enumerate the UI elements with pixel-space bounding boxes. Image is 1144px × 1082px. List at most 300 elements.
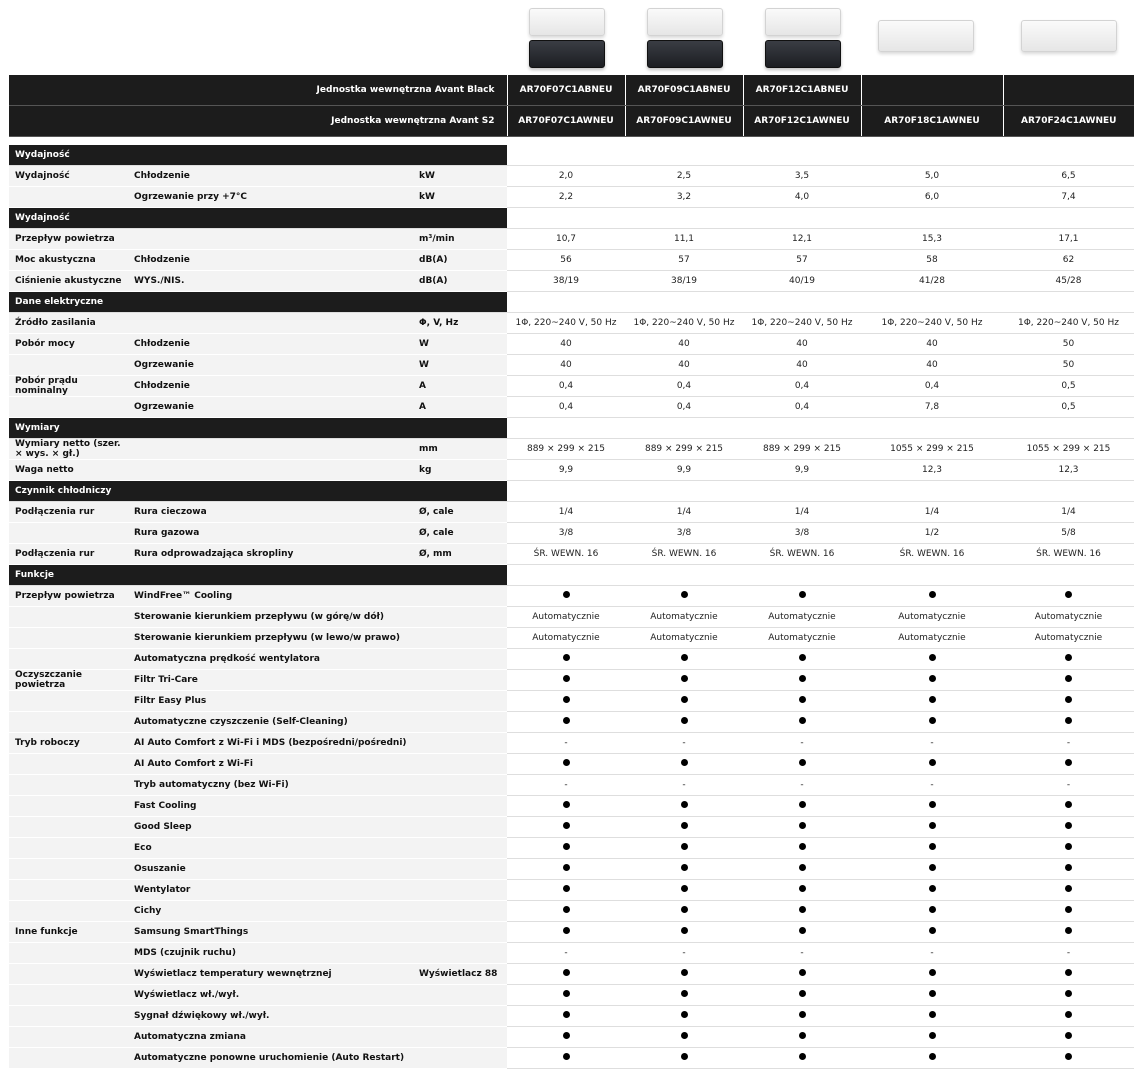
row-feature-label: AI Auto Comfort z Wi-Fi i MDS (bezpośredni/pośredni) (130, 733, 415, 754)
feature-available-dot-icon (929, 843, 936, 850)
value-cell: 38/19 (625, 271, 743, 292)
value-cell (1003, 922, 1134, 943)
row-feature-label: Fast Cooling (130, 796, 415, 817)
value-cell (861, 754, 1003, 775)
table-row (9, 334, 1134, 355)
row-feature-label: Sygnał dźwiękowy wł./wył. (130, 1006, 415, 1027)
value-cell: ŚR. WEWN. 16 (1003, 544, 1134, 565)
value-cell: - (625, 733, 743, 754)
value-cell: 889 × 299 × 215 (743, 439, 861, 460)
value-cell (861, 1048, 1003, 1069)
value-cell (743, 691, 861, 712)
value-cell (507, 796, 625, 817)
value-cell (625, 796, 743, 817)
value-cell: 1Φ, 220~240 V, 50 Hz (1003, 313, 1134, 334)
feature-available-dot-icon (1065, 696, 1072, 703)
spec-table (9, 75, 1134, 1069)
feature-available-dot-icon (1065, 843, 1072, 850)
row-feature-label: Rura odprowadzająca skropliny (130, 544, 415, 565)
section-header-row (9, 565, 1134, 586)
row-group-label: Pobór mocy (9, 334, 130, 355)
value-cell (861, 1027, 1003, 1048)
value-cell (743, 670, 861, 691)
section-blank (507, 565, 1134, 586)
value-cell: 3/8 (507, 523, 625, 544)
product-image-4 (878, 20, 974, 52)
feature-available-dot-icon (1065, 1032, 1072, 1039)
row-unit-label (415, 922, 507, 943)
value-cell (861, 859, 1003, 880)
row-unit-label (415, 733, 507, 754)
value-cell: Automatycznie (507, 607, 625, 628)
value-cell: 62 (1003, 250, 1134, 271)
row-feature-label: Sterowanie kierunkiem przepływu (w lewo/w prawo) (130, 628, 415, 649)
row-group-label (9, 397, 130, 418)
feature-available-dot-icon (799, 801, 806, 808)
row-unit-label (415, 712, 507, 733)
white-indoor-unit (529, 8, 605, 36)
table-row (9, 376, 1134, 397)
value-cell (743, 754, 861, 775)
row-unit-label (415, 838, 507, 859)
value-cell (625, 670, 743, 691)
row-group-label (9, 964, 130, 985)
row-feature-label: WYS./NIS. (130, 271, 415, 292)
row-unit-label (415, 628, 507, 649)
feature-available-dot-icon (799, 1053, 806, 1060)
value-cell: 40 (743, 334, 861, 355)
row-unit-label: Wyświetlacz 88 (415, 964, 507, 985)
table-row (9, 187, 1134, 208)
row-group-label: Przepływ powietrza (9, 586, 130, 607)
value-cell: 889 × 299 × 215 (625, 439, 743, 460)
feature-available-dot-icon (563, 591, 570, 598)
value-cell (1003, 1048, 1134, 1069)
value-cell (625, 880, 743, 901)
product-images-row (0, 0, 1144, 74)
row-feature-label (130, 460, 415, 481)
feature-available-dot-icon (799, 885, 806, 892)
table-row (9, 397, 1134, 418)
value-cell: Automatycznie (507, 628, 625, 649)
row-group-label (9, 1027, 130, 1048)
row-unit-label (415, 1048, 507, 1069)
value-cell: 38/19 (507, 271, 625, 292)
feature-available-dot-icon (799, 906, 806, 913)
feature-available-dot-icon (681, 717, 688, 724)
value-cell: 40 (625, 334, 743, 355)
row-feature-label: Filtr Easy Plus (130, 691, 415, 712)
row-unit-label (415, 817, 507, 838)
feature-available-dot-icon (681, 759, 688, 766)
feature-available-dot-icon (1065, 864, 1072, 871)
feature-available-dot-icon (799, 843, 806, 850)
feature-available-dot-icon (1065, 927, 1072, 934)
row-group-label (9, 943, 130, 964)
value-cell: Automatycznie (743, 628, 861, 649)
value-cell (743, 817, 861, 838)
value-cell (507, 985, 625, 1006)
value-cell: 10,7 (507, 229, 625, 250)
row-group-label (9, 880, 130, 901)
value-cell: Automatycznie (625, 628, 743, 649)
value-cell (743, 880, 861, 901)
model-black-2: AR70F09C1ABNEU (625, 75, 743, 106)
value-cell (507, 880, 625, 901)
value-cell (625, 586, 743, 607)
row-feature-label: Chłodzenie (130, 376, 415, 397)
row-unit-label (415, 1027, 507, 1048)
value-cell: 1Φ, 220~240 V, 50 Hz (507, 313, 625, 334)
value-cell: 0,4 (507, 376, 625, 397)
value-cell: 12,1 (743, 229, 861, 250)
feature-available-dot-icon (1065, 885, 1072, 892)
table-row (9, 229, 1134, 250)
row-group-label (9, 691, 130, 712)
value-cell: 2,0 (507, 166, 625, 187)
feature-available-dot-icon (799, 1011, 806, 1018)
row-feature-label: Ogrzewanie (130, 355, 415, 376)
row-unit-label: kW (415, 187, 507, 208)
value-cell (507, 1027, 625, 1048)
feature-available-dot-icon (1065, 990, 1072, 997)
value-cell (861, 817, 1003, 838)
table-row (9, 439, 1134, 460)
value-cell (507, 691, 625, 712)
section-title: Czynnik chłodniczy (9, 481, 507, 502)
row-feature-label: Rura cieczowa (130, 502, 415, 523)
section-blank (507, 292, 1134, 313)
value-cell: - (743, 943, 861, 964)
value-cell: 1Φ, 220~240 V, 50 Hz (625, 313, 743, 334)
section-header-row (9, 292, 1134, 313)
row-unit-label: W (415, 355, 507, 376)
value-cell (507, 901, 625, 922)
value-cell: ŚR. WEWN. 16 (743, 544, 861, 565)
value-cell: - (861, 775, 1003, 796)
table-row (9, 859, 1134, 880)
table-row (9, 313, 1134, 334)
value-cell (625, 964, 743, 985)
row-unit-label (415, 859, 507, 880)
table-row (9, 544, 1134, 565)
value-cell (625, 859, 743, 880)
value-cell: ŚR. WEWN. 16 (507, 544, 625, 565)
feature-available-dot-icon (563, 990, 570, 997)
table-row (9, 502, 1134, 523)
row-unit-label (415, 1006, 507, 1027)
value-cell: 1/2 (861, 523, 1003, 544)
row-feature-label: Samsung SmartThings (130, 922, 415, 943)
model-black-5 (1003, 75, 1134, 106)
feature-available-dot-icon (681, 969, 688, 976)
table-row (9, 838, 1134, 859)
value-cell (1003, 859, 1134, 880)
feature-available-dot-icon (563, 801, 570, 808)
section-title: Wymiary (9, 418, 507, 439)
table-row (9, 964, 1134, 985)
value-cell: ŚR. WEWN. 16 (861, 544, 1003, 565)
row-unit-label: W (415, 334, 507, 355)
feature-available-dot-icon (681, 885, 688, 892)
row-unit-label (415, 943, 507, 964)
feature-available-dot-icon (1065, 717, 1072, 724)
value-cell: 2,5 (625, 166, 743, 187)
value-cell: 6,5 (1003, 166, 1134, 187)
feature-available-dot-icon (563, 696, 570, 703)
value-cell: Automatycznie (1003, 628, 1134, 649)
feature-available-dot-icon (563, 1011, 570, 1018)
value-cell: 3/8 (625, 523, 743, 544)
feature-available-dot-icon (929, 801, 936, 808)
value-cell: 40 (507, 334, 625, 355)
feature-available-dot-icon (929, 885, 936, 892)
table-row (9, 670, 1134, 691)
table-row (9, 880, 1134, 901)
feature-available-dot-icon (563, 969, 570, 976)
row-group-label: Podłączenia rur (9, 544, 130, 565)
feature-available-dot-icon (563, 864, 570, 871)
table-row (9, 586, 1134, 607)
white-indoor-unit (647, 8, 723, 36)
value-cell: - (861, 733, 1003, 754)
row-unit-label (415, 985, 507, 1006)
value-cell (625, 649, 743, 670)
value-cell: 2,2 (507, 187, 625, 208)
table-row (9, 817, 1134, 838)
row-unit-label: Ø, cale (415, 523, 507, 544)
section-title: Wydajność (9, 145, 507, 166)
value-cell (743, 796, 861, 817)
feature-available-dot-icon (799, 1032, 806, 1039)
section-header-row (9, 418, 1134, 439)
value-cell (1003, 586, 1134, 607)
feature-available-dot-icon (929, 906, 936, 913)
row-unit-label (415, 649, 507, 670)
feature-available-dot-icon (929, 1011, 936, 1018)
value-cell (507, 712, 625, 733)
feature-available-dot-icon (1065, 675, 1072, 682)
value-cell: 1/4 (743, 502, 861, 523)
section-blank (507, 418, 1134, 439)
section-header-row (9, 481, 1134, 502)
model-black-4 (861, 75, 1003, 106)
feature-available-dot-icon (929, 927, 936, 934)
value-cell: 9,9 (507, 460, 625, 481)
feature-available-dot-icon (681, 843, 688, 850)
value-cell: 3/8 (743, 523, 861, 544)
value-cell (861, 712, 1003, 733)
value-cell (861, 1006, 1003, 1027)
feature-available-dot-icon (563, 906, 570, 913)
feature-available-dot-icon (1065, 1053, 1072, 1060)
row-group-label (9, 796, 130, 817)
value-cell: 1Φ, 220~240 V, 50 Hz (743, 313, 861, 334)
value-cell (1003, 712, 1134, 733)
value-cell: 0,5 (1003, 376, 1134, 397)
row-unit-label: kW (415, 166, 507, 187)
value-cell (861, 901, 1003, 922)
row-feature-label (130, 229, 415, 250)
feature-available-dot-icon (929, 675, 936, 682)
value-cell: 4,0 (743, 187, 861, 208)
table-row (9, 649, 1134, 670)
row-group-label (9, 523, 130, 544)
value-cell (1003, 1006, 1134, 1027)
value-cell (743, 649, 861, 670)
model-black-3: AR70F12C1ABNEU (743, 75, 861, 106)
row-unit-label: Φ, V, Hz (415, 313, 507, 334)
row-group-label (9, 187, 130, 208)
value-cell (625, 985, 743, 1006)
feature-available-dot-icon (1065, 654, 1072, 661)
value-cell: 1/4 (861, 502, 1003, 523)
feature-available-dot-icon (929, 822, 936, 829)
value-cell: - (507, 733, 625, 754)
value-cell (1003, 901, 1134, 922)
value-cell: Automatycznie (743, 607, 861, 628)
feature-available-dot-icon (799, 696, 806, 703)
row-feature-label: Automatyczne ponowne uruchomienie (Auto Restart) (130, 1048, 415, 1069)
row-group-label (9, 712, 130, 733)
row-feature-label: Tryb automatyczny (bez Wi-Fi) (130, 775, 415, 796)
value-cell (507, 670, 625, 691)
table-row (9, 1006, 1134, 1027)
value-cell (743, 838, 861, 859)
value-cell: 1/4 (625, 502, 743, 523)
value-cell: - (625, 775, 743, 796)
row-group-label: Inne funkcje (9, 922, 130, 943)
section-title: Wydajność (9, 208, 507, 229)
feature-available-dot-icon (563, 927, 570, 934)
header-label-black: Jednostka wewnętrzna Avant Black (9, 75, 507, 106)
feature-available-dot-icon (799, 969, 806, 976)
table-row (9, 460, 1134, 481)
feature-available-dot-icon (681, 1032, 688, 1039)
value-cell: 50 (1003, 334, 1134, 355)
row-feature-label: Filtr Tri-Care (130, 670, 415, 691)
value-cell (507, 922, 625, 943)
row-feature-label: MDS (czujnik ruchu) (130, 943, 415, 964)
row-group-label (9, 355, 130, 376)
value-cell: 40/19 (743, 271, 861, 292)
black-indoor-unit (529, 40, 605, 68)
row-unit-label (415, 670, 507, 691)
row-unit-label (415, 607, 507, 628)
table-row (9, 796, 1134, 817)
feature-available-dot-icon (681, 822, 688, 829)
value-cell (861, 691, 1003, 712)
product-image-5 (1021, 20, 1117, 52)
value-cell: 56 (507, 250, 625, 271)
value-cell (861, 796, 1003, 817)
section-header-row (9, 208, 1134, 229)
value-cell (507, 1048, 625, 1069)
table-row (9, 901, 1134, 922)
row-unit-label (415, 880, 507, 901)
feature-available-dot-icon (929, 654, 936, 661)
value-cell (1003, 1027, 1134, 1048)
row-group-label (9, 838, 130, 859)
row-group-label: Ciśnienie akustyczne (9, 271, 130, 292)
feature-available-dot-icon (563, 759, 570, 766)
row-feature-label: Ogrzewanie (130, 397, 415, 418)
feature-available-dot-icon (563, 1053, 570, 1060)
value-cell (625, 1006, 743, 1027)
value-cell: 9,9 (625, 460, 743, 481)
value-cell: 3,2 (625, 187, 743, 208)
row-group-label (9, 985, 130, 1006)
feature-available-dot-icon (681, 1011, 688, 1018)
row-feature-label: Rura gazowa (130, 523, 415, 544)
feature-available-dot-icon (1065, 906, 1072, 913)
row-unit-label: Ø, cale (415, 502, 507, 523)
feature-available-dot-icon (929, 1053, 936, 1060)
feature-available-dot-icon (929, 696, 936, 703)
value-cell (743, 712, 861, 733)
value-cell: 1/4 (1003, 502, 1134, 523)
table-row (9, 733, 1134, 754)
feature-available-dot-icon (563, 822, 570, 829)
row-unit-label (415, 775, 507, 796)
section-blank (507, 481, 1134, 502)
feature-available-dot-icon (681, 591, 688, 598)
value-cell (625, 922, 743, 943)
row-unit-label (415, 691, 507, 712)
value-cell (861, 964, 1003, 985)
section-title: Dane elektryczne (9, 292, 507, 313)
value-cell (1003, 964, 1134, 985)
table-row (9, 775, 1134, 796)
row-feature-label: Automatyczne czyszczenie (Self-Cleaning) (130, 712, 415, 733)
feature-available-dot-icon (799, 927, 806, 934)
feature-available-dot-icon (681, 927, 688, 934)
value-cell: 7,8 (861, 397, 1003, 418)
value-cell: - (625, 943, 743, 964)
value-cell (861, 838, 1003, 859)
row-feature-label: Wyświetlacz temperatury wewnętrznej (130, 964, 415, 985)
section-title: Funkcje (9, 565, 507, 586)
value-cell (625, 817, 743, 838)
feature-available-dot-icon (563, 1032, 570, 1039)
table-row (9, 943, 1134, 964)
value-cell (743, 985, 861, 1006)
feature-available-dot-icon (929, 864, 936, 871)
model-s2-1: AR70F07C1AWNEU (507, 106, 625, 137)
value-cell: 41/28 (861, 271, 1003, 292)
feature-available-dot-icon (799, 822, 806, 829)
feature-available-dot-icon (681, 675, 688, 682)
header-row-s2 (9, 106, 1134, 137)
feature-available-dot-icon (563, 885, 570, 892)
value-cell: - (861, 943, 1003, 964)
value-cell (743, 859, 861, 880)
value-cell (861, 880, 1003, 901)
table-row (9, 355, 1134, 376)
value-cell (861, 649, 1003, 670)
value-cell: 1055 × 299 × 215 (1003, 439, 1134, 460)
value-cell: 0,4 (743, 376, 861, 397)
feature-available-dot-icon (799, 759, 806, 766)
feature-available-dot-icon (681, 990, 688, 997)
value-cell (743, 922, 861, 943)
value-cell: 5/8 (1003, 523, 1134, 544)
white-indoor-unit (878, 20, 974, 52)
row-group-label: Oczyszczanie powietrza (9, 670, 130, 691)
value-cell (507, 649, 625, 670)
table-row (9, 523, 1134, 544)
value-cell (861, 586, 1003, 607)
